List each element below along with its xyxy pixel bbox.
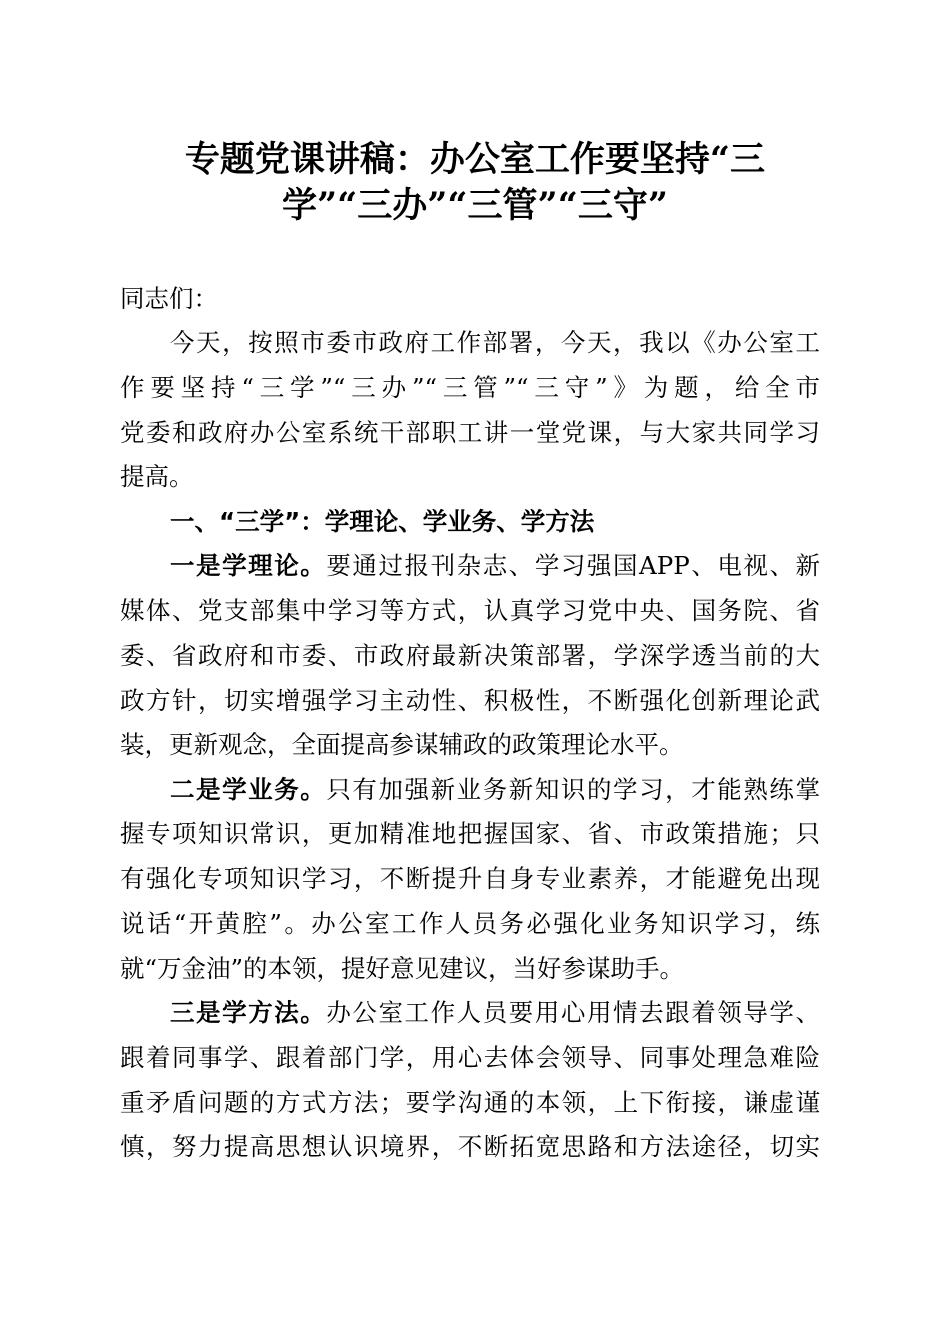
paragraph-2-line-2: 握专项知识常识，更加精准地把握国家、省、市政策措施；只: [120, 819, 820, 848]
paragraph-2-line-1: [170, 775, 820, 805]
paragraph-3-line-1: [170, 998, 820, 1028]
paragraph-3-line-3: 重矛盾问题的方式方法；要学沟通的本领，上下衔接，谦虚谨: [120, 1088, 820, 1117]
paragraph-2-line-1-text: 只有加强新业务新知识的学习，才能熟练掌: [326, 775, 820, 804]
paragraph-2-lead: 二是学业务。: [170, 775, 327, 804]
paragraph-1-line-1-text: 要通过报刊杂志、学习强国APP、电视、新: [326, 551, 821, 580]
intro-line-1: 今天，按照市委市政府工作部署，今天，我以《办公室工: [170, 328, 820, 357]
paragraph-1-line-4: 政方针，切实增强学习主动性、积极性，不断强化创新理论武: [120, 686, 820, 715]
paragraph-2-line-3: 有强化专项知识学习，不断提升自身专业素养，才能避免出现: [120, 864, 820, 893]
document-title-line-2: 学”“三办”“三管”“三守”: [282, 185, 668, 226]
intro-line-3: 党委和政府办公室系统干部职工讲一堂党课，与大家共同学习: [120, 418, 820, 447]
paragraph-2-line-4: 说话“开黄腔”。办公室工作人员务必强化业务知识学习，练: [120, 909, 820, 938]
intro-line-2: 作要坚持“三学”“三办”“三管”“三守”》为题，给全市: [120, 373, 820, 402]
paragraph-1-line-1: [170, 551, 820, 581]
paragraph-1-line-3: 委、省政府和市委、市政府最新决策部署，学深学透当前的大: [120, 641, 820, 670]
paragraph-1-line-2: 媒体、党支部集中学习等方式，认真学习党中央、国务院、省: [120, 596, 820, 625]
section-heading-1: 一、“三学”：学理论、学业务、学方法: [170, 507, 595, 536]
paragraph-1-lead: 一是学理论。: [170, 551, 327, 580]
paragraph-1-line-5: 装，更新观念，全面提高参谋辅政的政策理论水平。: [120, 730, 684, 759]
document-title-line-1: 专题党课讲稿：办公室工作要坚持“三: [184, 139, 766, 180]
greeting: 同志们：: [120, 284, 218, 313]
paragraph-3-line-2: 跟着同事学、跟着部门学，用心去体会领导、同事处理急难险: [120, 1043, 820, 1072]
paragraph-2-line-5: 就“万金油”的本领，提好意见建议，当好参谋助手。: [120, 954, 685, 983]
paragraph-3-line-4: 慎，努力提高思想认识境界，不断拓宽思路和方法途径，切实: [120, 1132, 820, 1161]
intro-line-4: 提高。: [120, 462, 194, 491]
paragraph-3-line-1-text: 办公室工作人员要用心用情去跟着领导学、: [326, 998, 820, 1027]
paragraph-3-lead: 三是学方法。: [170, 998, 327, 1027]
